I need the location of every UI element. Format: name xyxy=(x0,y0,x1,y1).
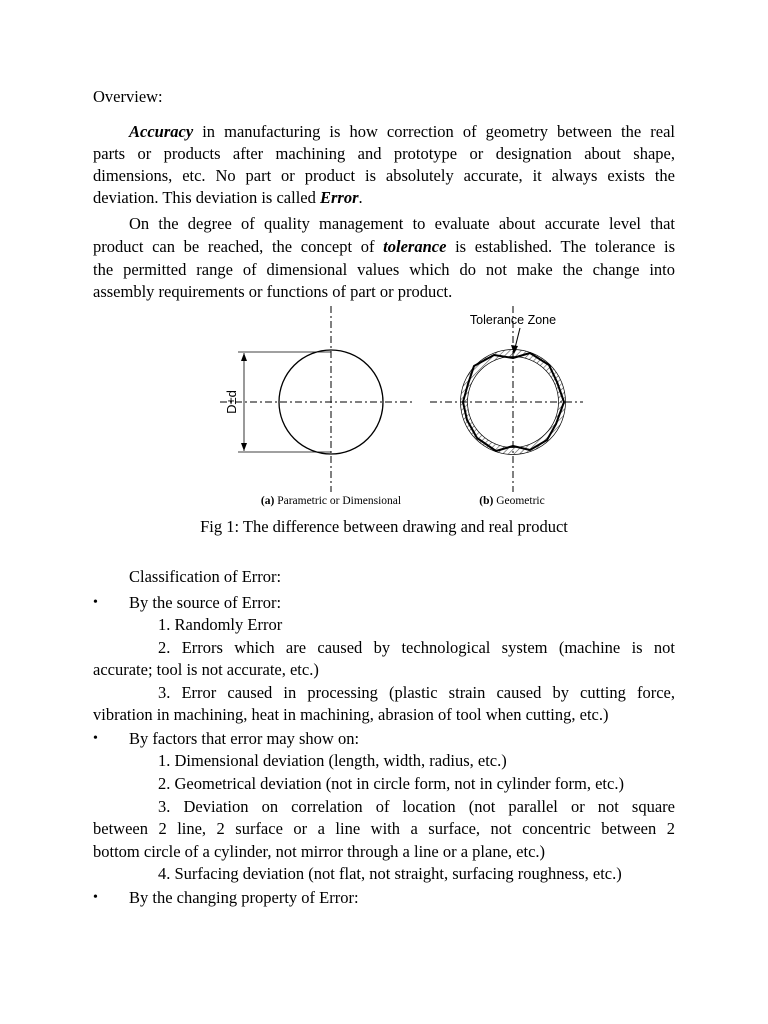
figure-caption: Fig 1: The difference between drawing and real product xyxy=(200,517,568,536)
term-tolerance: tolerance xyxy=(383,237,447,256)
section-heading: Overview: xyxy=(93,87,163,106)
dimension-label: D±d xyxy=(224,390,239,414)
factors-item-2: 2. Geometrical deviation (not in circle form, not in cylinder form, etc.) xyxy=(158,774,624,793)
parametric-diagram xyxy=(220,306,412,507)
source-item-3-line2: vibration in machining, heat in machining, abrasion of tool when cutting, etc.) xyxy=(93,705,609,724)
factors-item-3-line3: bottom circle of a cylinder, not mirror through a line or a plane, etc.) xyxy=(93,842,546,861)
source-item-2-line2: accurate; tool is not accurate, etc.) xyxy=(93,660,319,679)
arrow-down-icon xyxy=(241,443,247,451)
para2-line2: product can be reached, the concept of tolerance is established. The tolerance is xyxy=(93,237,675,256)
changing-label: By the changing property of Error: xyxy=(129,888,359,907)
factors-item-3-line1: 3. Deviation on correlation of location (not parallel or not square xyxy=(158,797,675,816)
source-label: By the source of Error: xyxy=(129,593,282,612)
arrow-up-icon xyxy=(241,353,247,361)
factors-item-4: 4. Surfacing deviation (not flat, not straight, surfacing roughness, etc.) xyxy=(158,864,622,883)
caption-a: (a) Parametric or Dimensional xyxy=(260,495,402,507)
source-item-1: 1. Randomly Error xyxy=(158,615,283,634)
classification-title: Classification of Error: xyxy=(129,567,282,586)
bullet-icon: • xyxy=(93,890,98,905)
para1-line1: Accuracy in manufacturing is how correction of geometry between the real xyxy=(129,122,675,141)
source-item-2-line1: 2. Errors which are caused by technological system (machine is not xyxy=(158,638,675,657)
factors-label: By factors that error may show on: xyxy=(129,729,360,748)
para2-line1: On the degree of quality management to evaluate about accurate level that xyxy=(129,214,675,233)
caption-b: (b) Geometric xyxy=(479,495,545,507)
source-item-3-line1: 3. Error caused in processing (plastic strain caused by cutting force, xyxy=(158,683,675,702)
para2-line3: the permitted range of dimensional values which do not make the change into xyxy=(93,260,675,279)
para2-line4: assembly requirements or functions of part or product. xyxy=(93,282,453,301)
term-accuracy: Accuracy xyxy=(129,122,194,141)
tolerance-zone-label: Tolerance Zone xyxy=(469,313,557,327)
para1-line3: dimensions, etc. No part or product is absolutely accurate, it always exists the xyxy=(93,166,675,185)
tolerance-figure xyxy=(0,300,768,512)
bullet-icon: • xyxy=(93,731,98,746)
term-error: Error xyxy=(319,188,359,207)
geometric-diagram xyxy=(430,306,583,507)
para1-line4: deviation. This deviation is called Error. xyxy=(93,188,363,207)
bullet-icon: • xyxy=(93,595,98,610)
para1-line2: parts or products after machining and prototype or designation about shape, xyxy=(93,144,675,163)
factors-item-1: 1. Dimensional deviation (length, width, radius, etc.) xyxy=(158,751,507,770)
factors-item-3-line2: between 2 line, 2 surface or a line with a surface, not concentric between 2 xyxy=(93,819,675,838)
